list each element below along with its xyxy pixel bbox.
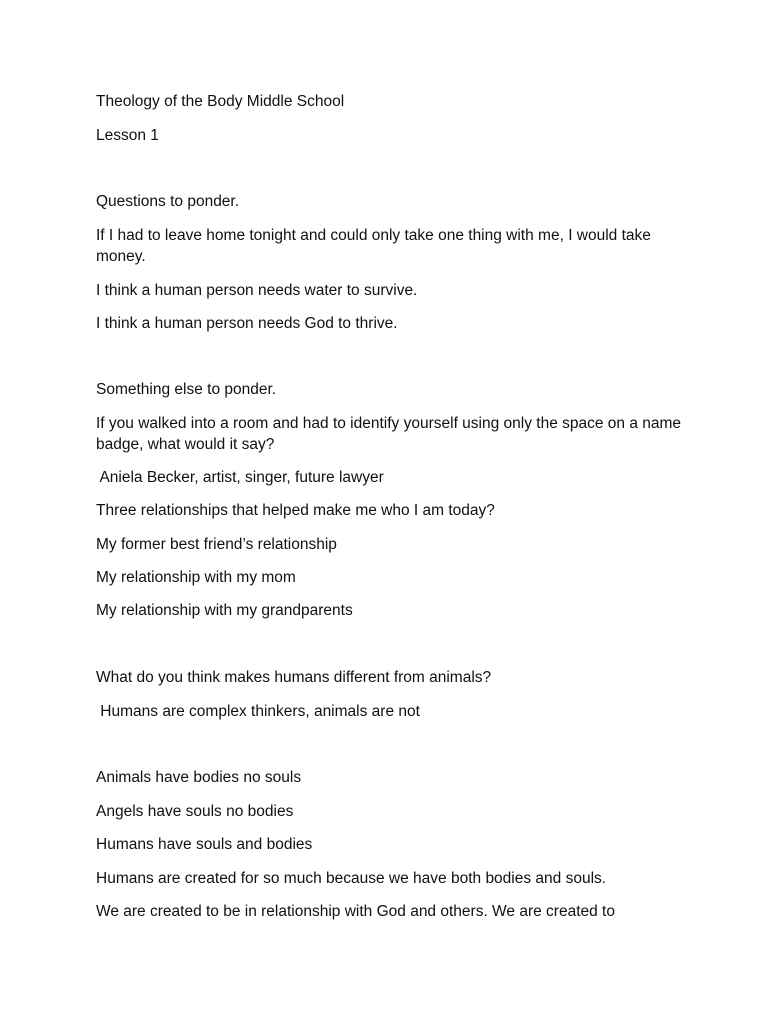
statement-humans: Humans have souls and bodies: [96, 836, 313, 853]
statement-animals: Animals have bodies no souls: [96, 769, 302, 786]
question-relationships: Three relationships that helped make me who I am today?: [96, 502, 495, 519]
answer-humans-animals: Humans are complex thinkers, animals are not: [96, 703, 420, 720]
document-title: Theology of the Body Middle School: [96, 93, 345, 110]
lesson-label: Lesson 1: [96, 127, 159, 144]
relationship-item: My relationship with my grandparents: [96, 602, 353, 619]
statement-angels: Angels have souls no bodies: [96, 803, 294, 820]
statement-thrive: I think a human person needs God to thrive.: [96, 315, 398, 332]
relationship-item: My relationship with my mom: [96, 569, 296, 586]
question-leave-home: If I had to leave home tonight and could only take one thing with me, I would take money.: [96, 227, 651, 265]
statement-created-for: Humans are created for so much because we have both bodies and souls.: [96, 870, 607, 887]
questions-heading: Questions to ponder.: [96, 193, 240, 210]
answer-name-badge: Aniela Becker, artist, singer, future lawyer: [96, 469, 384, 486]
question-humans-animals: What do you think makes humans different from animals?: [96, 669, 492, 686]
statement-created-relationship: We are created to be in relationship with God and others. We are created to: [96, 903, 615, 920]
relationship-item: My former best friend’s relationship: [96, 536, 337, 553]
something-else-heading: Something else to ponder.: [96, 381, 277, 398]
question-name-badge: If you walked into a room and had to identify yourself using only the space on a name badge, what would it say?: [96, 415, 682, 453]
statement-survive: I think a human person needs water to survive.: [96, 282, 418, 299]
